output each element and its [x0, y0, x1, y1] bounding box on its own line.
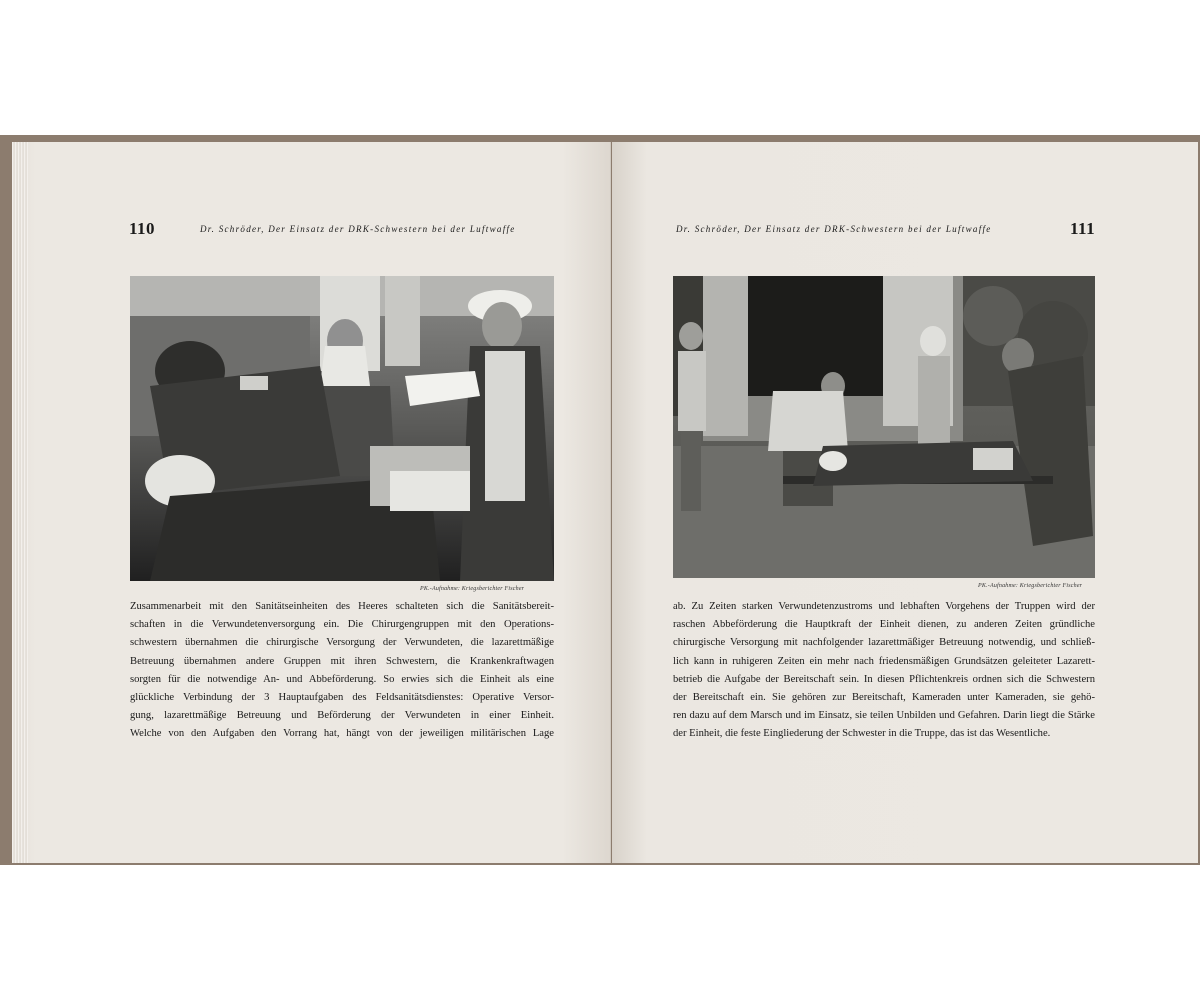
right-body-text [673, 598, 1095, 744]
right-page-number: 111 [1070, 219, 1096, 238]
text-line: glückliche Verbindung der 3 Hauptaufgaben des Feldsanitätsdienstes: Operative Versor- [130, 691, 554, 703]
text-line: ab. Zu Zeiten starken Verwundetenzustroms und lebhaften Vorgehens der Truppen wird der [673, 601, 1095, 612]
text-line: ren dazu auf dem Marsch und im Einsatz, sie teilen Unbilden und Gefahren. Darin liegt die Stärke [673, 710, 1095, 722]
left-photo-nurse-wounded [130, 276, 554, 581]
left-running-head: Dr. Schröder, Der Einsatz der DRK-Schwestern bei der Luftwaffe [200, 224, 516, 234]
text-line: der Bereitschaft ein. Sie gehören zur Bereitschaft, Kameraden unter Kameraden, sie gehö- [673, 691, 1095, 703]
right-running-head: Dr. Schröder, Der Einsatz der DRK-Schwestern bei der Luftwaffe [676, 224, 992, 234]
text-line: chirurgische Versorgung mit nachfolgender lazarettmäßiger Betreuung notwendig, und schließ- [673, 637, 1095, 649]
text-line: sorgten für die notwendige An- und Abbeförderung. So erwies sich die Einheit als eine [130, 673, 554, 685]
text-line: gung, lazarettmäßige Betreuung und Beförderung der Verwundeten in einer Einheit. [130, 710, 554, 722]
left-page [12, 142, 611, 863]
right-page [612, 142, 1198, 863]
text-line: Zusammenarbeit mit den Sanitätseinheiten des Heeres schalteten sich die Sanitätsbereit- [130, 601, 554, 612]
right-photo-credit: PK.-Aufnahme: Kriegsberichter Fischer [978, 583, 1083, 589]
text-line: betrieb die Aufgabe der Bereitschaft sein. In diesen Pflichtenkreis ordnen sich die Schwestern [673, 673, 1095, 685]
right-photo-stretcher [673, 276, 1095, 578]
text-line: Welche von den Aufgaben den Vorrang hat, hängt von der jeweiligen militärischen Lage [130, 728, 554, 740]
text-line: der Einheit, die feste Eingliederung der Schwester in die Truppe, das ist das Wesentliche. [673, 728, 1051, 740]
text-line: schwestern übernahmen die chirurgische Versorgung der Verwundeten, die lazarettmäßige [130, 637, 554, 649]
text-line: lich kann in ruhigeren Zeiten ein mehr nach friedensmäßigen Grundsätzen geleiteter Lazarett- [673, 655, 1095, 667]
left-photo-credit: PK.-Aufnahme: Kriegsberichter Fischer [420, 586, 525, 592]
text-line: schaften in die Verwundetenversorgung ein. Die Chirurgengruppen mit den Operations- [130, 619, 554, 631]
text-line: Betreuung übernahmen andere Gruppen mit ihren Schwestern, die Krankenkraftwagen [130, 655, 554, 667]
text-line: raschen Abbeförderung die Hauptkraft der Einheit dienen, zu anderen Zeiten gründliche [673, 619, 1095, 631]
page-edge-stack [12, 142, 28, 863]
left-page-number: 110 [129, 219, 156, 238]
left-body-text [130, 598, 554, 744]
